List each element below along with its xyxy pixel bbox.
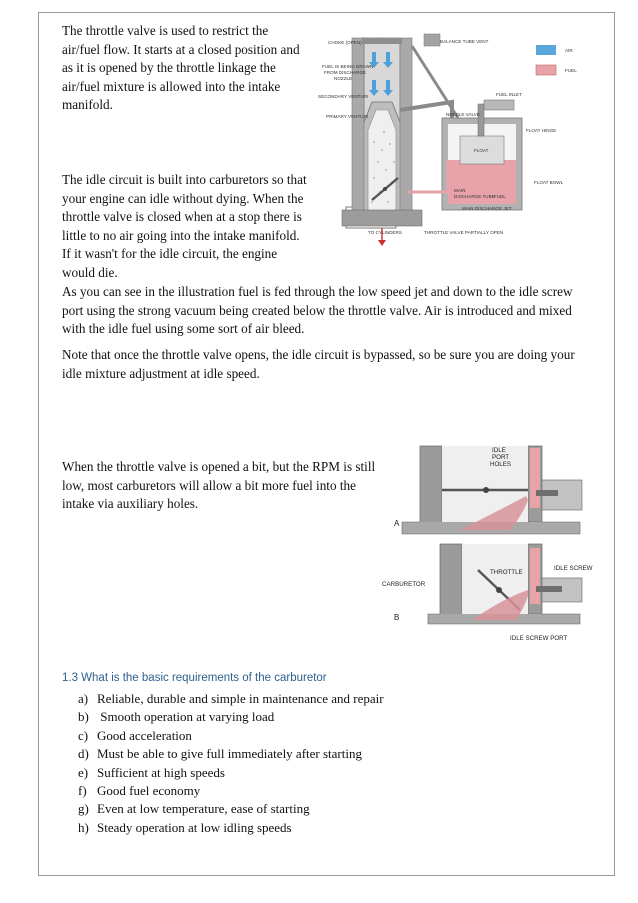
list-item: g) Even at low temperature, ease of starting [78, 801, 310, 817]
throttle-valve-paragraph: The throttle valve is used to restrict the air/fuel flow. It starts at a closed position and as it is opened by the throttle linkage the air/fuel mixture is allowed into the intake manifold. [62, 23, 300, 113]
list-item: f) Good fuel economy [78, 783, 201, 799]
legend-fuel-swatch [536, 65, 556, 75]
diagram-label: FLOAT HINGE [526, 128, 557, 133]
diagram-label: BALANCE TUBE VENT [440, 39, 489, 44]
section-heading: 1.3 What is the basic requirements of the carburetor [62, 672, 327, 684]
diagram-label: THROTTLE VALVE PARTIALLY OPEN [424, 230, 504, 235]
diagram-label: MAIN DISCHARGE JET [462, 206, 512, 211]
diagram-label: IDLE SCREW [554, 565, 593, 572]
diagram-label: CHOKE (OPEN) [328, 40, 362, 45]
legend-air-label: AIR [565, 48, 573, 53]
diagram-label: IDLE [492, 447, 506, 454]
diagram-label: FROM DISCHARGE [324, 70, 367, 75]
list-item: d) Must be able to give full immediately after starting [78, 746, 362, 762]
requirements-list [62, 690, 384, 837]
idle-circuit-paragraph: The idle circuit is built into carburetors so that your engine can idle without dying. When the throttle valve is closed when at a stop there is little to no air going into the intake manifold. If it wasn't for the idle circuit, the engine would die. [62, 172, 307, 280]
diagram-label: MAIN [454, 188, 466, 193]
diagram-label: PORT [492, 454, 510, 461]
carburetor-diagram [312, 32, 590, 252]
diagram-label: DISCHARGE TUBE [454, 194, 495, 199]
list-item: b) Smooth operation at varying load [78, 709, 275, 725]
diagram-label: FUEL [494, 194, 506, 199]
note-paragraph: Note that once the throttle valve opens, the idle circuit is bypassed, so be sure you are doing your idle mixture adjustment at idle speed. [62, 347, 575, 381]
diagram-label: A [394, 519, 400, 528]
diagram-label: FUEL IS BEING DRAWN [322, 64, 374, 69]
list-item: a) Reliable, durable and simple in maintenance and repair [78, 691, 384, 706]
illustration-paragraph: As you can see in the illustration fuel is fed through the low speed jet and down to the idle screw port using the strong vacuum being created below the throttle valve. Air is introduced and mixed with the idle fuel using some sort of air bleed. [62, 284, 573, 337]
diagram-label: HOLES [490, 461, 511, 468]
diagram-label: B [394, 613, 400, 622]
list-item: c) Good acceleration [78, 727, 192, 743]
list-item: e) Sufficient at high speeds [78, 764, 225, 780]
diagram-label: THROTTLE [490, 569, 523, 576]
diagram-label: NOZZLE [334, 76, 353, 81]
throttle-opened-paragraph: When the throttle valve is opened a bit, but the RPM is still low, most carburetors will allow a bit more fuel into the intake via auxiliary holes. [62, 459, 376, 512]
diagram-label: CARBURETOR [382, 581, 426, 588]
idle-port-diagram [380, 440, 595, 650]
diagram-label: IDLE SCREW PORT [510, 635, 568, 642]
legend-fuel-label: FUEL [565, 68, 577, 73]
diagram-label: SECONDARY VENTURI [318, 94, 369, 99]
diagram-label: NEEDLE VALVE [446, 112, 480, 117]
diagram-label: FUEL INLET [496, 92, 522, 97]
diagram-label: FLOAT BOWL [534, 180, 564, 185]
diagram-label: TO CYLINDERS [368, 230, 402, 235]
legend-air-swatch [536, 45, 556, 55]
diagram-label: FLOAT [474, 148, 489, 153]
list-item: h) Steady operation at low idling speeds [78, 819, 292, 835]
diagram-label: PRIMARY VENTURI [326, 114, 369, 119]
